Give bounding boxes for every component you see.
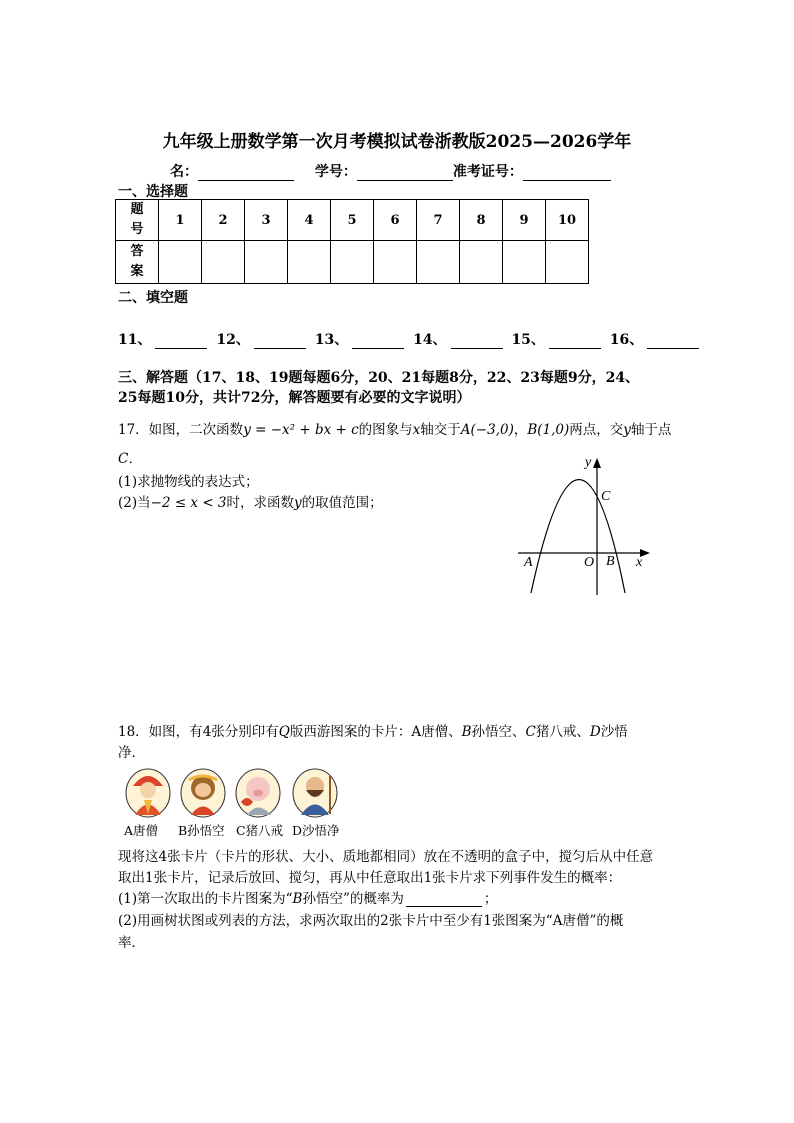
sun-wukong-card-icon — [180, 768, 226, 818]
graph-label-b: B — [606, 554, 615, 569]
q17-sub1: (1)求抛物线的表达式； — [118, 474, 259, 490]
question-number-cell: 6 — [374, 200, 417, 241]
blank-label: 16、 — [609, 332, 644, 348]
q18-paragraph-line2: 取出1张卡片，记录后放回、搅匀，再从中任意取出1张卡片求下列事件发生的概率： — [118, 870, 622, 886]
card-caption-b: B孙悟空 — [178, 823, 225, 838]
sha-wujing-card-icon — [292, 768, 338, 818]
blank-label: 13、 — [314, 332, 349, 348]
question-number-cell: 7 — [417, 200, 460, 241]
q17-formula: y = −x² + bx + c — [243, 422, 359, 438]
card-caption-d: D沙悟净 — [292, 823, 340, 838]
q18-sub1: (1)第一次取出的卡片图案为“B孙悟空”的概率为 ； — [118, 891, 498, 907]
q17-stem-line2: C． — [118, 451, 142, 467]
graph-label-o: O — [584, 555, 595, 570]
q18-stem: 18．如图，有4张分别印有Q版西游图案的卡片：A唐僧、B孙悟空、C猪八戒、D沙悟 — [118, 724, 628, 740]
answer-cell[interactable] — [374, 241, 417, 284]
blank-label: 15、 — [511, 332, 545, 348]
answer-cell[interactable] — [159, 241, 202, 284]
q18-paragraph-line1: 现将这4张卡片（卡片的形状、大小、质地都相同）放在不透明的盒子中，搅匀后从中任意 — [118, 849, 654, 865]
blank-field[interactable] — [451, 334, 503, 349]
graph-label-y: y — [585, 455, 592, 470]
exam-number-label: 准考证号： — [452, 164, 523, 180]
question-number-cell: 1 — [159, 200, 202, 241]
question-number-cell: 9 — [503, 200, 546, 241]
question-number-cell: 10 — [546, 200, 589, 241]
card-caption-a: A唐僧 — [124, 823, 159, 838]
answer-table — [115, 199, 589, 284]
point-a: A(−3,0) — [460, 422, 514, 438]
section-solve-heading-line1: 三、解答题（17、18、19题每题6分，20、21每题8分，22、23每题9分，24、 — [118, 370, 640, 386]
blank-field[interactable] — [155, 334, 207, 349]
answer-cell[interactable] — [202, 241, 245, 284]
section-choice-heading: 一、选择题 — [118, 184, 188, 200]
point-b: B(1,0) — [527, 422, 570, 438]
header-label-cell: 题 号 — [116, 200, 159, 241]
answer-cell[interactable] — [460, 241, 503, 284]
graph-label-a: A — [524, 555, 533, 570]
answer-label-cell: 答 案 — [116, 241, 159, 284]
graph-label-c: C — [601, 489, 611, 504]
graph-label-x: x — [636, 555, 643, 570]
question-number-cell: 2 — [202, 200, 245, 241]
section-solve-heading-line2: 25每题10分，共计72分，解答题要有必要的文字说明） — [118, 390, 471, 406]
q17-stem: 17．如图，二次函数y = −x² + bx + c的图象与x轴交于A(−3,0)，B(1,0)两点，交y轴于点 — [118, 422, 672, 438]
q18-stem-line2: 净． — [118, 745, 145, 761]
answer-table-header-row — [116, 200, 589, 241]
section-fill-heading: 二、填空题 — [118, 290, 188, 306]
blank-field[interactable] — [254, 334, 306, 349]
question-number-cell: 5 — [331, 200, 374, 241]
blank-label: 11、 — [118, 332, 152, 348]
parabola-curve — [531, 480, 625, 594]
tang-monk-card-icon — [125, 768, 171, 818]
answer-cell[interactable] — [503, 241, 546, 284]
blank-field[interactable] — [647, 334, 699, 349]
answer-cell[interactable] — [288, 241, 331, 284]
q18-sub2-line1: (2)用画树状图或列表的方法，求两次取出的2张卡片中至少有1张图案为“A唐僧”的概 — [118, 913, 624, 929]
answer-cell[interactable] — [245, 241, 288, 284]
answer-cell[interactable] — [417, 241, 460, 284]
q18-sub1-answer-field[interactable] — [406, 892, 482, 907]
answer-cell[interactable] — [546, 241, 589, 284]
info-line — [170, 161, 617, 181]
card-caption-c: C猪八戒 — [236, 823, 284, 838]
blank-field[interactable] — [352, 334, 404, 349]
name-label: 名： — [170, 164, 198, 180]
name-field[interactable] — [198, 166, 294, 181]
exam-number-field[interactable] — [523, 166, 611, 181]
y-axis-arrow-icon — [593, 458, 601, 468]
question-number-cell: 8 — [460, 200, 503, 241]
answer-table-answer-row — [116, 241, 589, 284]
q17-sub2: (2)当−2 ≤ x < 3时，求函数y的取值范围； — [118, 495, 383, 511]
question-number-cell: 4 — [288, 200, 331, 241]
student-id-label: 学号： — [314, 164, 357, 180]
q18-sub2-line2: 率． — [118, 935, 145, 951]
student-id-field[interactable] — [357, 166, 453, 181]
blank-label: 12、 — [216, 332, 250, 348]
blank-label: 14、 — [413, 332, 447, 348]
answer-cell[interactable] — [331, 241, 374, 284]
question-number-cell: 3 — [245, 200, 288, 241]
blank-field[interactable] — [549, 334, 601, 349]
fill-blank-line — [118, 329, 703, 349]
parabola-graph — [510, 448, 670, 598]
zhu-bajie-card-icon — [235, 768, 281, 818]
page-title: 九年级上册数学第一次月考模拟试卷浙教版2025—2026学年 — [162, 132, 632, 152]
